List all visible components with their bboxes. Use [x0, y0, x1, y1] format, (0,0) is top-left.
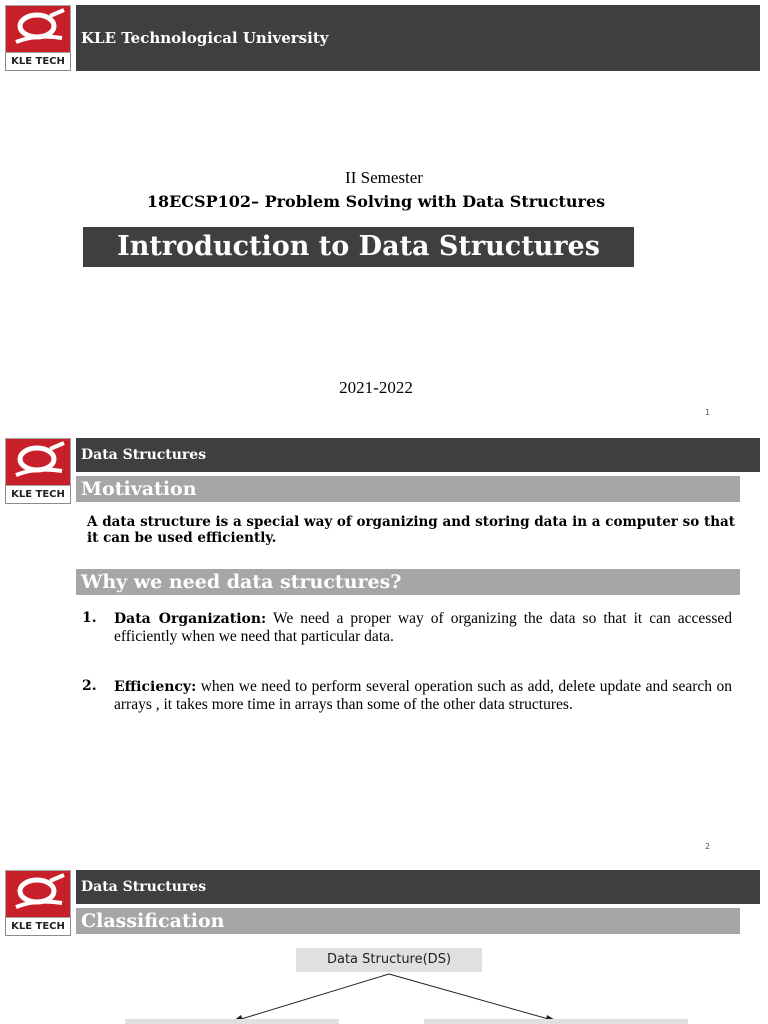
logo-label: KLE TECH	[5, 53, 71, 71]
section-why-label: Why we need data structures?	[81, 571, 402, 593]
semester-text: II Semester	[345, 168, 423, 187]
slide-3[interactable]	[0, 864, 768, 1024]
kle-tech-logo	[5, 5, 71, 71]
section-why	[76, 569, 740, 595]
header-bar	[76, 438, 760, 472]
course-title: 18ECSP102– Problem Solving with Data Structures	[146, 192, 606, 211]
header-title: Data Structures	[81, 879, 207, 895]
list-item-text: when we need to perform several operation such as add, delete update and search on arrays , it takes more time in arrays than some of the other data structures.	[114, 678, 732, 713]
ds-child-box-right	[424, 1019, 688, 1024]
kle-swirl-icon	[6, 439, 72, 487]
section-classification-label: Classification	[81, 910, 225, 932]
kle-swirl-icon	[6, 6, 72, 54]
list-item-lead: Efficiency:	[114, 679, 197, 695]
definition-text: A data structure is a special way of organizing and storing data in a computer so that it can be used efficiently.	[87, 514, 735, 546]
page-number: 1	[705, 408, 711, 417]
ds-root-box: Data Structure(DS)	[296, 948, 482, 972]
list-item	[82, 678, 732, 713]
list-item-lead: Data Organization:	[114, 611, 267, 627]
presentation-title	[83, 227, 634, 267]
academic-year: 2021-2022	[339, 378, 413, 397]
logo-label: KLE TECH	[5, 486, 71, 504]
ds-child-box-left	[125, 1019, 339, 1024]
section-motivation	[76, 476, 740, 502]
list-item-number: 2.	[82, 678, 97, 694]
kle-tech-logo	[5, 438, 71, 504]
presentation-title-text: Introduction to Data Structures	[117, 231, 600, 262]
logo-label: KLE TECH	[5, 918, 71, 936]
slide-2[interactable]	[0, 432, 768, 864]
slide-1[interactable]	[0, 0, 768, 432]
university-name: KLE Technological University	[81, 29, 329, 47]
header-bar	[76, 5, 760, 71]
list-item-number: 1.	[82, 610, 97, 626]
list-item	[82, 610, 732, 645]
page-number: 2	[705, 842, 711, 851]
section-motivation-label: Motivation	[81, 478, 197, 500]
header-title: Data Structures	[81, 447, 207, 463]
classification-connector-lines	[0, 864, 768, 1024]
list-item-text: We need a proper way of organizing the data so that it can accessed efficiently when we need that particular data.	[114, 610, 732, 645]
